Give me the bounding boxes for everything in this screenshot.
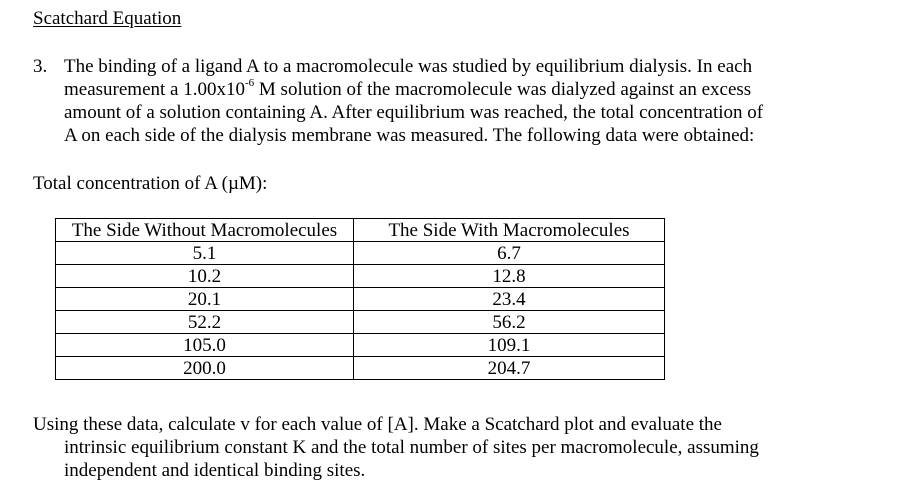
cell-with: 109.1 [354, 334, 665, 357]
table-row [56, 334, 665, 357]
concentration-exponent: -6 [244, 76, 255, 89]
cell-without: 52.2 [56, 311, 354, 334]
cell-without: 200.0 [56, 357, 354, 380]
cell-without: 20.1 [56, 288, 354, 311]
question-line-1: Using these data, calculate v for each value of [A]. Make a Scatchard plot and evaluate the [33, 414, 722, 435]
table-row [56, 311, 665, 334]
problem-line-2-start: measurement a 1.00x10 [64, 79, 245, 100]
table-row [56, 265, 665, 288]
problem-line-3: amount of a solution containing A. After equilibrium was reached, the total concentration of [64, 102, 764, 123]
problem-line-1: The binding of a ligand A to a macromolecule was studied by equilibrium dialysis. In each [64, 56, 753, 77]
table-row [56, 242, 665, 265]
header-without-macromolecules: The Side Without Macromolecules [56, 219, 354, 242]
problem-line-2-end: M solution of the macromolecule was dialyzed against an excess [254, 79, 752, 100]
cell-without: 105.0 [56, 334, 354, 357]
cell-without: 10.2 [56, 265, 354, 288]
total-concentration-label: Total concentration of A (µM): [33, 173, 268, 194]
problem-line-2 [64, 78, 833, 101]
problem-line-4: A on each side of the dialysis membrane was measured. The following data were obtained: [64, 125, 755, 146]
concentration-table [55, 218, 665, 380]
question-line-3: independent and identical binding sites. [64, 460, 366, 481]
table-row [56, 288, 665, 311]
cell-with: 23.4 [354, 288, 665, 311]
header-with-macromolecules: The Side With Macromolecules [354, 219, 665, 242]
table-header-row [56, 219, 665, 242]
cell-without: 5.1 [56, 242, 354, 265]
cell-with: 56.2 [354, 311, 665, 334]
cell-with: 204.7 [354, 357, 665, 380]
cell-with: 12.8 [354, 265, 665, 288]
question-line-2: intrinsic equilibrium constant K and the total number of sites per macromolecule, assuming [64, 437, 759, 458]
cell-with: 6.7 [354, 242, 665, 265]
question-text [33, 413, 873, 482]
problem-statement [33, 55, 833, 147]
document-title: Scatchard Equation [33, 8, 182, 29]
problem-number: 3. [33, 56, 48, 77]
table-row [56, 357, 665, 380]
